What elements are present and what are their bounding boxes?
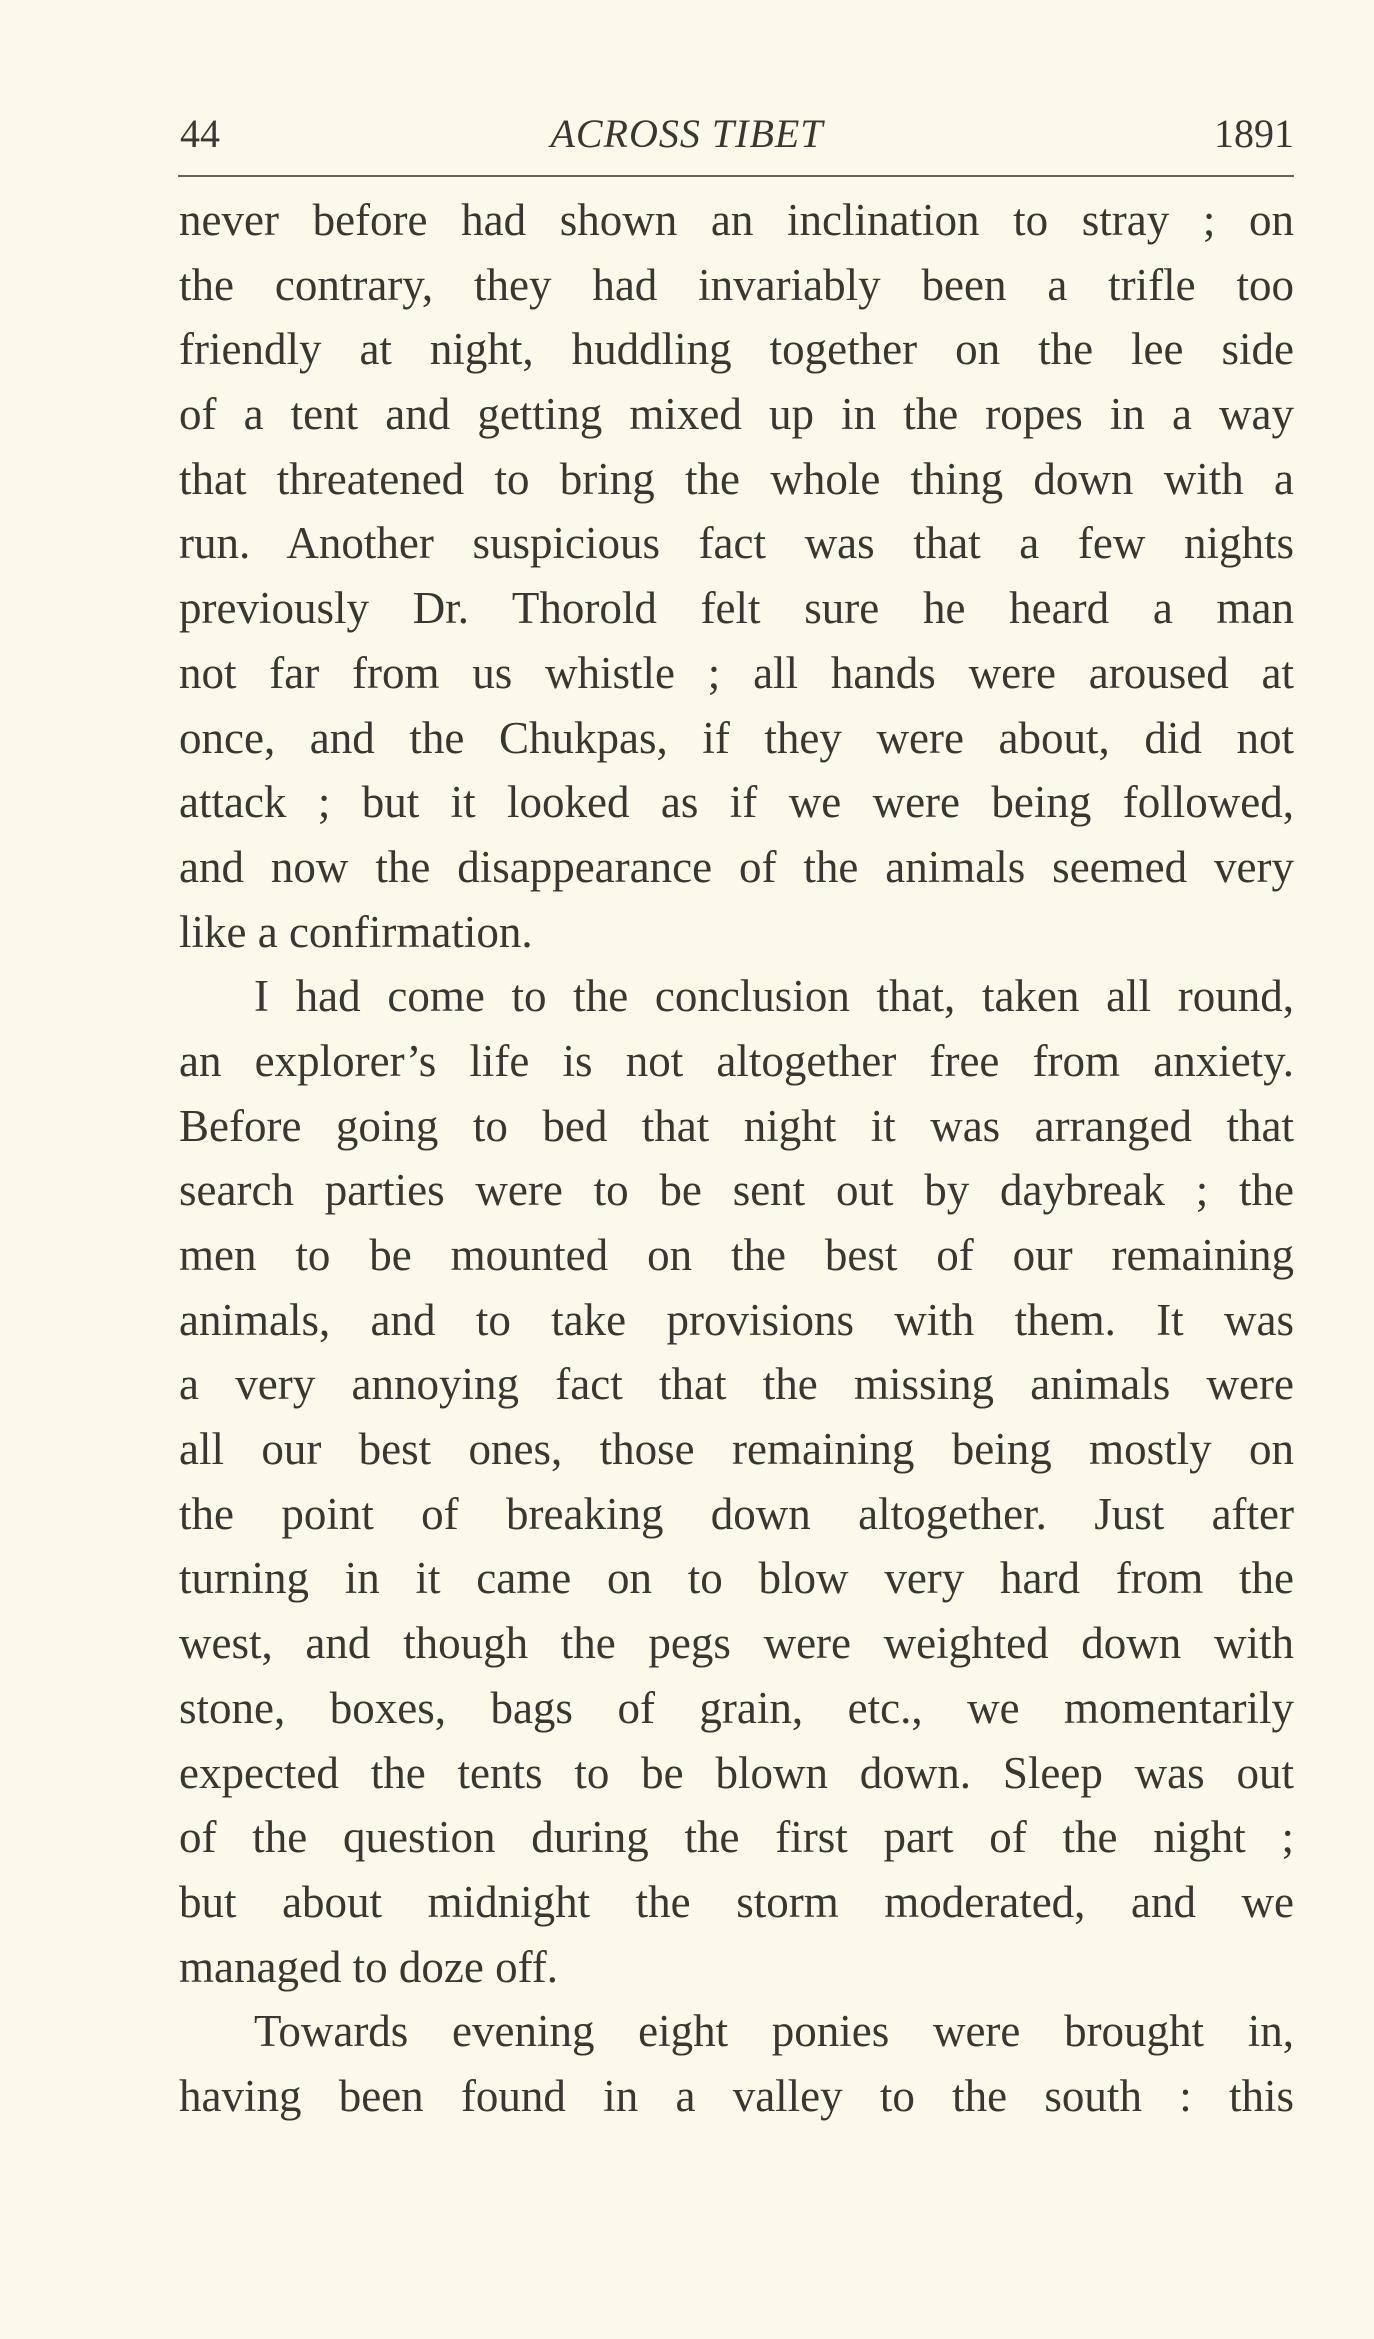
text-line: but about midnight the storm moderated, and we: [179, 1876, 1294, 1927]
text-line: Before going to bed that night it was arranged that: [179, 1100, 1294, 1151]
text-line: men to be mounted on the best of our remaining: [179, 1230, 1294, 1280]
text-line: and now the disappearance of the animals seemed very: [179, 841, 1294, 892]
text-line: of the question during the first part of the night ;: [179, 1812, 1294, 1863]
text-line: the point of breaking down altogether. Just after: [179, 1488, 1294, 1539]
body-text: [179, 188, 1294, 2129]
text-line: expected the tents to be blown down. Sleep was out: [179, 1747, 1294, 1798]
text-line: like a confirmation.: [179, 906, 533, 957]
text-line: never before had shown an inclination to stray ; on: [179, 195, 1294, 245]
text-line: of a tent and getting mixed up in the ropes in a way: [179, 389, 1294, 440]
text-line: I had come to the conclusion that, taken all round,: [254, 971, 1294, 1022]
running-year: 1891: [1214, 111, 1294, 156]
text-line: once, and the Chukpas, if they were about, did not: [179, 712, 1294, 763]
text-line: Towards evening eight ponies were brought in,: [254, 2006, 1294, 2057]
text-line: animals, and to take provisions with them. It was: [179, 1294, 1294, 1345]
text-line: previously Dr. Thorold felt sure he heard a man: [179, 583, 1294, 634]
text-line: the contrary, they had invariably been a trifle too: [179, 259, 1294, 310]
text-line: managed to doze off.: [179, 1941, 559, 1992]
text-line: attack ; but it looked as if we were being followed,: [179, 777, 1294, 828]
text-line: friendly at night, huddling together on the lee side: [179, 324, 1294, 375]
page-number: 44: [180, 111, 220, 156]
header-rule: [178, 175, 1294, 177]
running-title: ACROSS TIBET: [550, 111, 824, 156]
text-line: run. Another suspicious fact was that a few nights: [179, 518, 1294, 569]
text-line: an explorer’s life is not altogether free from anxiety.: [179, 1035, 1294, 1086]
text-line: stone, boxes, bags of grain, etc., we momentarily: [179, 1682, 1294, 1733]
text-line: a very annoying fact that the missing animals were: [179, 1359, 1294, 1410]
text-line: having been found in a valley to the south : this: [179, 2070, 1294, 2121]
text-line: west, and though the pegs were weighted down with: [179, 1618, 1294, 1669]
text-line: turning in it came on to blow very hard from the: [179, 1553, 1294, 1604]
text-line: all our best ones, those remaining being mostly on: [179, 1424, 1294, 1475]
text-line: not far from us whistle ; all hands were aroused at: [179, 647, 1294, 698]
text-line: search parties were to be sent out by daybreak ; the: [179, 1165, 1294, 1216]
text-line: that threatened to bring the whole thing down with a: [179, 453, 1294, 504]
